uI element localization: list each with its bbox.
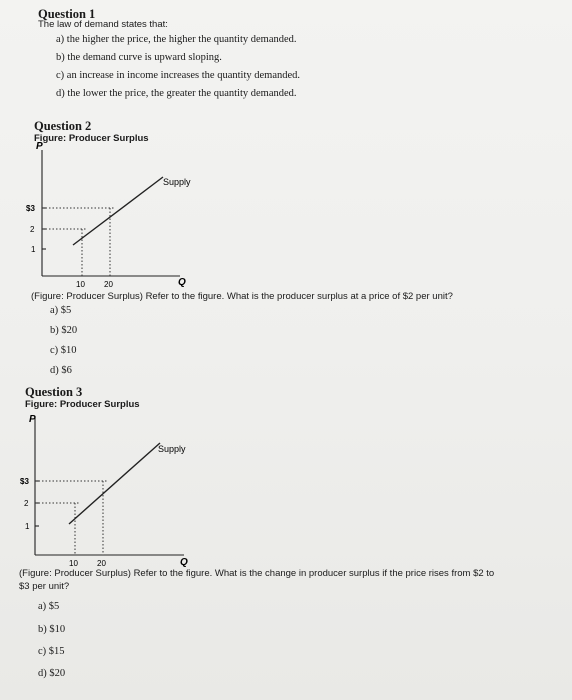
q1-option-b: b) the demand curve is upward sloping. bbox=[56, 52, 222, 63]
q3-option-d: d) $20 bbox=[38, 668, 66, 679]
q1-option-c: c) an increase in income increases the quantity demanded. bbox=[56, 70, 301, 81]
q1-option-a: a) the higher the price, the higher the quantity demanded. bbox=[56, 34, 297, 45]
q3-y-tick-label-3: $3 bbox=[20, 477, 29, 486]
q2-y-tick-label-1: 1 bbox=[31, 245, 36, 254]
q3-x-axis-label: Q bbox=[180, 557, 188, 568]
q2-option-a: a) $5 bbox=[50, 305, 72, 316]
q3-option-b: b) $10 bbox=[38, 624, 66, 635]
q2-y-axis-label: P bbox=[36, 141, 43, 152]
q3-supply-label: Supply bbox=[158, 444, 186, 454]
q2-y-tick-label-2: 2 bbox=[30, 225, 35, 234]
q3-x-tick-label-10: 10 bbox=[69, 559, 78, 568]
q3-option-a: a) $5 bbox=[38, 601, 60, 612]
q3-x-tick-label-20: 20 bbox=[97, 559, 106, 568]
q1-stem: The law of demand states that: bbox=[38, 19, 168, 30]
q1-title: Question 1 bbox=[38, 7, 96, 21]
q2-option-d: d) $6 bbox=[50, 365, 72, 376]
q2-title: Question 2 bbox=[34, 119, 92, 133]
q3-supply-curve bbox=[69, 443, 160, 524]
q2-x-tick-label-20: 20 bbox=[104, 280, 113, 289]
q2-x-axis-label: Q bbox=[178, 277, 186, 288]
q2-x-tick-label-10: 10 bbox=[76, 280, 85, 289]
q3-title: Question 3 bbox=[25, 385, 83, 399]
q2-supply-label: Supply bbox=[163, 177, 191, 187]
q3-stem-line1: (Figure: Producer Surplus) Refer to the figure. What is the change in producer surplus if the price rises from $2 to bbox=[19, 568, 495, 579]
q2-figure-title: Figure: Producer Surplus bbox=[34, 133, 149, 144]
q2-stem: (Figure: Producer Surplus) Refer to the figure. What is the producer surplus at a price of $2 per unit? bbox=[31, 291, 453, 302]
q2-option-b: b) $20 bbox=[50, 325, 78, 336]
q3-y-tick-label-1: 1 bbox=[25, 522, 30, 531]
q2-y-tick-label-3: $3 bbox=[26, 204, 35, 213]
q2-option-c: c) $10 bbox=[50, 345, 77, 356]
q3-stem-line2: $3 per unit? bbox=[19, 581, 70, 592]
q3-y-axis-label: P bbox=[29, 414, 36, 425]
q3-y-tick-label-2: 2 bbox=[24, 499, 29, 508]
q3-option-c: c) $15 bbox=[38, 646, 65, 657]
q3-figure-title: Figure: Producer Surplus bbox=[25, 399, 140, 410]
q1-option-d: d) the lower the price, the greater the quantity demanded. bbox=[56, 88, 297, 99]
